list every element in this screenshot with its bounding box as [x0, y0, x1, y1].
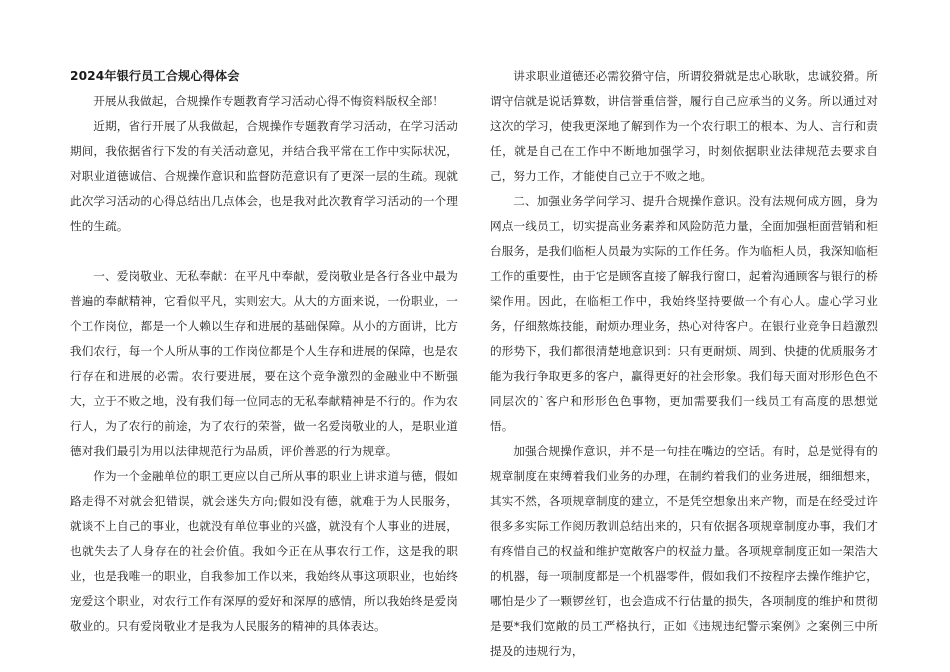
- document-title: 2024年银行员工合规心得体会: [70, 69, 240, 83]
- left-column: [70, 64, 458, 639]
- paragraph-compliance-awareness: 加强合规操作意识，并不是一句挂在嘴边的空话。有时，总是觉得有的规章制度在束缚着我们业务的办理，在制约着我们的业务进展，细细想来，其实不然，各项规章制度的建立，不是凭空想象出来产物，而是在经受过许很多多实际工作阅历教训总结出来的，只有依据各项规章制度办事，我们才有疼惜自己的权益和维护宽敞客户的权益力量。各项规章制度正如一架浩大的机器，每一项制度都是一个机器零件，假如我们不按程序去操作维护它，哪怕是少了一颗锣丝钉，也会造成不行估量的损失，各项制度的维护和贯彻是要*我们宽敞的员工严格执行，正如《违规违纪警示案例》之案例三中所提及的违规行为，: [490, 444, 878, 658]
- paragraph-background: 近期，省行开展了从我做起，合规操作专题教育学习活动，在学习活动期间，我依据省行下发的有关活动意见，并结合我平常在工作中实际状况，对职业道德诚信、合规操作意识和监督防范意识有了更深一层的生疏。现就此次学习活动的心得总结出几点体会，也是我对此次教育学习活动的一个理性的生疏。: [70, 119, 458, 233]
- paragraph-section-one: 一、爱岗敬业、无私奉献：在平凡中奉献，爱岗敬业是各行各业中最为普遍的奉献精神，它看似平凡，实则宏大。从大的方面来说，一份职业，一个工作岗位，都是一个人赖以生存和进展的基础保障。从小的方面讲，比方我们农行，每一个人所从事的工作岗位都是个人生存和进展的保障，也是农行存在和进展的必需。农行要进展，要在这个竞争激烈的金融业中不断强大，立于不败之地，没有我们每一位同志的无私奉献精神是不行的。作为农行人，为了农行的前途，为了农行的荣誉，做一名爱岗敬业的人，是职业道德对我们最引为用以法律规范行为品质，评价善恶的行为规章。: [70, 269, 458, 458]
- paragraph-integrity: 讲求职业道德还必需狡猾守信，所谓狡猾就是忠心耿耿，忠诚狡猾。所谓守信就是说话算数，讲信誉重信誉，履行自己应承当的义务。所以通过对这次的学习，使我更深地了解到作为一个农行职工的根本、为人、言行和责任，就是自己在工作中不断地加强学习，时刻依据职业法律规范去要求自己，努力工作，才能使自己立于不败之地。: [490, 69, 878, 183]
- paragraph-professional-ethics: 作为一个金融单位的职工更应以自己所从事的职业上讲求道与德，假如路走得不对就会犯错误，就会迷失方向;假如没有德，就难于为人民服务，就谈不上自己的事业，也就没有单位事业的兴盛，就没有个人事业的进展，也就失去了人身存在的社会价值。我如今正在从事农行工作，这是我的职业，也是我唯一的职业，自我参加工作以来，我始终从事这项职业，也始终宠爱这个职业，对农行工作有深厚的爱好和深厚的感情，所以我始终是爱岗敬业的。只有爱岗敬业才是我为人民服务的精神的具体表达。: [70, 469, 458, 633]
- paragraph-section-two: 二、加强业务学问学习、提升合规操作意识。没有法规何成方圆，身为网点一线员工，切实提高业务素养和风险防范力量，全面加强柜面营销和柜台服务，是我们临柜人员最为实际的工作任务。作为临柜人员，我深知临柜工作的重要性，由于它是顾客直接了解我行窗口，起着沟通顾客与银行的桥梁作用。因此，在临柜工作中，我始终坚持要做一个有心人。虚心学习业务，仔细熬炼技能，耐烦办理业务，热心对待客户。在银行业竞争日趋激烈的形势下，我们都很清楚地意识到：只有更耐烦、周到、快捷的优质服务才能为我行争取更多的客户，赢得更好的社会形象。我们每天面对形形色色不同层次的`客户和形形色色事物，更加需要我们一线员工有高度的思想觉悟。: [490, 194, 878, 433]
- paragraph-intro: 开展从我做起，合规操作专题教育学习活动心得不悔资料版权全部！: [93, 94, 445, 108]
- right-column: [490, 64, 878, 664]
- paragraph-gap: [70, 239, 458, 264]
